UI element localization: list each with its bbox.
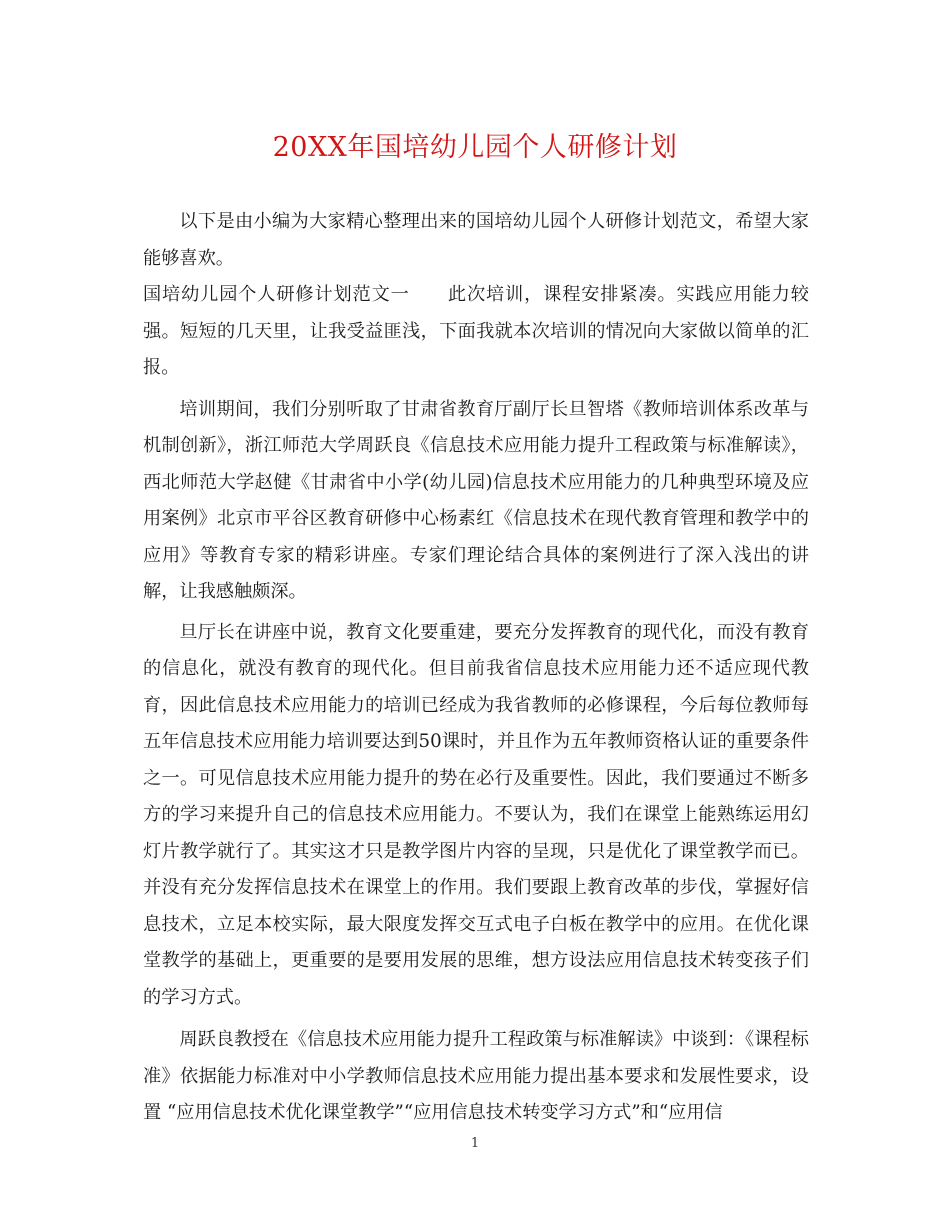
intro-paragraph: 以下是由小编为大家精心整理出来的国培幼儿园个人研修计划范文，希望大家能够喜欢。	[143, 211, 809, 269]
section-paragraph	[143, 277, 809, 387]
document-body	[143, 204, 809, 1132]
section-heading: 国培幼儿园个人研修计划范文一	[143, 284, 410, 305]
body-paragraph: 周跃良教授在《信息技术应用能力提升工程政策与标准解读》中谈到：《课程标准》依据能力标准对中小学教师信息技术应用能力提出基本要求和发展性要求，设置 “应用信息技术优化课堂教学”“应用信息技术转变学习方式”和“应用信	[143, 1029, 809, 1123]
document-title: 20XX年国培幼儿园个人研修计划	[272, 132, 678, 163]
body-paragraph: 培训期间，我们分别听取了甘肃省教育厅副厅长旦智塔《教师培训体系改革与机制创新》，浙江师范大学周跃良《信息技术应用能力提升工程政策与标准解读》，西北师范大学赵健《甘肃省中小学(幼儿园)信息技术应用能力的几种典型环境及应用案例》北京市平谷区教育研修中心杨素红《信息技术在现代教育管理和教学中的应用》等教育专家的精彩讲座。专家们理论结合具体的案例进行了深入浅出的讲解，让我感触颇深。	[143, 398, 809, 602]
page-number: 1	[470, 1136, 480, 1151]
section-lead-text: 此次培训，课程安排紧凑。实践应用能力较强。短短的几天里，让我受益匪浅，下面我就本次培训的情况向大家做以简单的汇报。	[143, 284, 809, 378]
body-paragraph: 旦厅长在讲座中说，教育文化要重建，要充分发挥教育的现代化，而没有教育的信息化，就没有教育的现代化。但目前我省信息技术应用能力还不适应现代教育，因此信息技术应用能力的培训已经成为我省教师的必修课程，今后每位教师每五年信息技术应用能力培训要达到50课时，并且作为五年教师资格认证的重要条件之一。可见信息技术应用能力提升的势在必行及重要性。因此，我们要通过不断多方的学习来提升自己的信息技术应用能力。不要认为，我们在课堂上能熟练运用幻灯片教学就行了。其实这才只是教学图片内容的呈现，只是优化了课堂教学而已。并没有充分发挥信息技术在课堂上的作用。我们要跟上教育改革的步伐，掌握好信息技术，立足本校实际，最大限度发挥交互式电子白板在教学中的应用。在优化课堂教学的基础上，更重要的是要用发展的思维，想方设法应用信息技术转变孩子们的学习方式。	[143, 621, 809, 1008]
